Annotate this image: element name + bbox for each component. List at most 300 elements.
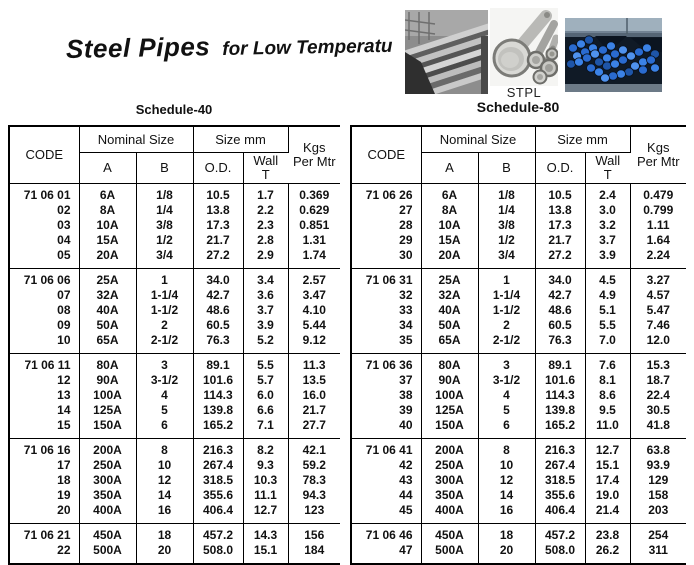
schedule-40-table bbox=[8, 125, 340, 565]
od-cell: 21.7 bbox=[535, 233, 585, 248]
table-row bbox=[351, 418, 686, 439]
nominal-a-cell: 125A bbox=[79, 403, 136, 418]
kgs-cell: 1.31 bbox=[302, 233, 326, 247]
wall-cell: 26.2 bbox=[585, 543, 630, 564]
nominal-a-cell: 50A bbox=[421, 318, 478, 333]
kgs-cell: 15.3 bbox=[630, 354, 686, 374]
nominal-a-cell: 200A bbox=[421, 439, 478, 459]
kgs-cell: 1.11 bbox=[646, 218, 670, 232]
nominal-a-cell: 80A bbox=[421, 354, 478, 374]
nominal-b-cell: 10 bbox=[478, 458, 535, 473]
code-cell: 71 06 41 bbox=[351, 439, 421, 459]
table-row bbox=[351, 184, 686, 204]
nominal-b-cell: 1/4 bbox=[136, 203, 193, 218]
wall-cell: 11.1 bbox=[243, 488, 288, 503]
code-cell: 39 bbox=[351, 403, 421, 418]
kgs-cell: 5.47 bbox=[646, 303, 670, 317]
schedule-40-heading: Schedule-40 bbox=[135, 102, 213, 117]
od-cell: 13.8 bbox=[535, 203, 585, 218]
wall-cell: 2.2 bbox=[243, 203, 288, 218]
od-cell: 60.5 bbox=[193, 318, 243, 333]
code-cell: 71 06 21 bbox=[9, 524, 79, 544]
table-row bbox=[351, 303, 686, 318]
table-row bbox=[351, 333, 686, 354]
kgs-cell: 78.3 bbox=[302, 473, 326, 487]
code-cell: 47 bbox=[351, 543, 421, 564]
schedule-80-table bbox=[350, 125, 686, 565]
od-header: O.D. bbox=[193, 153, 243, 184]
code-cell: 08 bbox=[9, 303, 79, 318]
wall-cell: 2.8 bbox=[243, 233, 288, 248]
nominal-b-cell: 1/4 bbox=[478, 203, 535, 218]
od-cell: 17.3 bbox=[193, 218, 243, 233]
wall-cell: 17.4 bbox=[585, 473, 630, 488]
size-mm-header: Size mm bbox=[535, 126, 630, 153]
code-cell: 71 06 46 bbox=[351, 524, 421, 544]
wall-cell: 5.1 bbox=[585, 303, 630, 318]
wall-cell: 15.1 bbox=[243, 543, 288, 564]
od-cell: 89.1 bbox=[535, 354, 585, 374]
kgs-cell: 11.3 bbox=[288, 354, 340, 374]
kgs-cell: 0.479 bbox=[643, 188, 674, 202]
nominal-a-cell: 65A bbox=[79, 333, 136, 354]
wall-cell: 2.9 bbox=[243, 248, 288, 269]
od-cell: 114.3 bbox=[193, 388, 243, 403]
kgs-cell: 18.7 bbox=[646, 373, 670, 387]
nominal-b-cell: 2 bbox=[136, 318, 193, 333]
nominal-a-cell: 90A bbox=[421, 373, 478, 388]
od-cell: 60.5 bbox=[535, 318, 585, 333]
nominal-b-cell: 16 bbox=[136, 503, 193, 524]
table-row bbox=[9, 203, 340, 218]
nominal-b-cell: 18 bbox=[478, 524, 535, 544]
wall-cell: 6.0 bbox=[243, 388, 288, 403]
table-row bbox=[9, 303, 340, 318]
wall-cell: 2.3 bbox=[243, 218, 288, 233]
code-cell: 20 bbox=[9, 503, 79, 524]
od-cell: 318.5 bbox=[535, 473, 585, 488]
kgs-per-mtr-header bbox=[288, 126, 340, 184]
nominal-b-cell: 1/2 bbox=[478, 233, 535, 248]
code-cell: 32 bbox=[351, 288, 421, 303]
wall-cell: 4.9 bbox=[585, 288, 630, 303]
size-mm-header: Size mm bbox=[193, 126, 288, 153]
nominal-a-cell: 150A bbox=[79, 418, 136, 439]
nominal-b-cell: 1/2 bbox=[136, 233, 193, 248]
wall-header-line1: Wall bbox=[253, 153, 279, 168]
code-cell: 71 06 26 bbox=[351, 184, 421, 204]
od-cell: 508.0 bbox=[535, 543, 585, 564]
table-row bbox=[9, 354, 340, 374]
nominal-b-cell: 4 bbox=[136, 388, 193, 403]
kgs-cell: 93.9 bbox=[646, 458, 670, 472]
wall-cell: 12.7 bbox=[243, 503, 288, 524]
wall-cell: 3.0 bbox=[585, 203, 630, 218]
code-cell: 05 bbox=[9, 248, 79, 269]
table-row bbox=[9, 488, 340, 503]
kgs-cell: 42.1 bbox=[288, 439, 340, 459]
nominal-b-cell: 2 bbox=[478, 318, 535, 333]
wall-cell: 8.6 bbox=[585, 388, 630, 403]
nominal-b-cell: 2-1/2 bbox=[478, 333, 535, 354]
nominal-b-cell: 8 bbox=[136, 439, 193, 459]
nominal-a-cell: 15A bbox=[421, 233, 478, 248]
wall-cell: 7.1 bbox=[243, 418, 288, 439]
nominal-b-header: B bbox=[136, 153, 193, 184]
code-cell: 04 bbox=[9, 233, 79, 248]
nominal-b-cell: 10 bbox=[136, 458, 193, 473]
wall-cell: 23.8 bbox=[585, 524, 630, 544]
wall-cell: 5.5 bbox=[585, 318, 630, 333]
wall-header-line1: Wall bbox=[595, 153, 621, 168]
nominal-b-cell: 1/8 bbox=[136, 184, 193, 204]
od-cell: 42.7 bbox=[193, 288, 243, 303]
code-cell: 17 bbox=[9, 458, 79, 473]
table-row bbox=[9, 218, 340, 233]
wall-t-header bbox=[585, 153, 630, 184]
nominal-a-cell: 6A bbox=[421, 184, 478, 204]
table-row bbox=[9, 373, 340, 388]
nominal-b-cell: 1 bbox=[478, 269, 535, 289]
od-cell: 267.4 bbox=[535, 458, 585, 473]
nominal-b-cell: 4 bbox=[478, 388, 535, 403]
nominal-b-cell: 1/8 bbox=[478, 184, 535, 204]
kgs-cell: 0.799 bbox=[643, 203, 674, 217]
page-title bbox=[66, 28, 393, 65]
od-cell: 13.8 bbox=[193, 203, 243, 218]
kgs-cell: 0.629 bbox=[299, 203, 330, 217]
od-cell: 27.2 bbox=[535, 248, 585, 269]
nominal-a-cell: 350A bbox=[79, 488, 136, 503]
nominal-b-cell: 6 bbox=[136, 418, 193, 439]
od-cell: 10.5 bbox=[193, 184, 243, 204]
table-row bbox=[351, 248, 686, 269]
nominal-a-cell: 125A bbox=[421, 403, 478, 418]
wall-cell: 19.0 bbox=[585, 488, 630, 503]
od-cell: 76.3 bbox=[193, 333, 243, 354]
code-cell: 12 bbox=[9, 373, 79, 388]
od-cell: 139.8 bbox=[193, 403, 243, 418]
nominal-a-cell: 40A bbox=[79, 303, 136, 318]
od-cell: 101.6 bbox=[535, 373, 585, 388]
table-row bbox=[351, 439, 686, 459]
nominal-a-cell: 65A bbox=[421, 333, 478, 354]
nominal-a-cell: 25A bbox=[79, 269, 136, 289]
code-cell: 30 bbox=[351, 248, 421, 269]
nominal-a-cell: 32A bbox=[79, 288, 136, 303]
nominal-b-cell: 8 bbox=[478, 439, 535, 459]
table-row bbox=[351, 203, 686, 218]
od-cell: 21.7 bbox=[193, 233, 243, 248]
code-header: CODE bbox=[351, 126, 421, 184]
nominal-b-cell: 12 bbox=[478, 473, 535, 488]
od-cell: 318.5 bbox=[193, 473, 243, 488]
table-row bbox=[9, 288, 340, 303]
wall-cell: 8.2 bbox=[243, 439, 288, 459]
nominal-b-header: B bbox=[478, 153, 535, 184]
wall-cell: 3.9 bbox=[585, 248, 630, 269]
nominal-a-cell: 20A bbox=[79, 248, 136, 269]
wall-cell: 9.5 bbox=[585, 403, 630, 418]
kgs-cell: 94.3 bbox=[302, 488, 326, 502]
od-cell: 76.3 bbox=[535, 333, 585, 354]
table-row bbox=[9, 473, 340, 488]
table-row bbox=[351, 373, 686, 388]
kgs-cell: 184 bbox=[304, 543, 325, 557]
wall-cell: 10.3 bbox=[243, 473, 288, 488]
code-cell: 18 bbox=[9, 473, 79, 488]
kgs-cell: 16.0 bbox=[302, 388, 326, 402]
nominal-a-cell: 300A bbox=[79, 473, 136, 488]
kgs-cell: 63.8 bbox=[630, 439, 686, 459]
nominal-a-cell: 15A bbox=[79, 233, 136, 248]
table-row bbox=[351, 403, 686, 418]
table-row bbox=[351, 269, 686, 289]
kgs-cell: 30.5 bbox=[646, 403, 670, 417]
kgs-header-line2: Per Mtr bbox=[636, 154, 680, 169]
schedule-80-heading: Schedule-80 bbox=[476, 99, 560, 115]
table-row bbox=[351, 318, 686, 333]
nominal-b-cell: 3/8 bbox=[478, 218, 535, 233]
nominal-a-cell: 400A bbox=[421, 503, 478, 524]
nominal-a-cell: 100A bbox=[421, 388, 478, 403]
od-cell: 216.3 bbox=[535, 439, 585, 459]
nominal-a-header: A bbox=[421, 153, 478, 184]
wall-cell: 15.1 bbox=[585, 458, 630, 473]
nominal-a-cell: 250A bbox=[79, 458, 136, 473]
wall-cell: 5.5 bbox=[243, 354, 288, 374]
kgs-cell: 7.46 bbox=[646, 318, 670, 332]
nominal-b-cell: 3-1/2 bbox=[136, 373, 193, 388]
kgs-header-line2: Per Mtr bbox=[292, 154, 336, 169]
od-cell: 216.3 bbox=[193, 439, 243, 459]
kgs-header-line1: Kgs bbox=[303, 140, 326, 155]
nominal-a-cell: 100A bbox=[79, 388, 136, 403]
nominal-size-header: Nominal Size bbox=[79, 126, 193, 153]
nominal-a-cell: 500A bbox=[421, 543, 478, 564]
wall-cell: 5.7 bbox=[243, 373, 288, 388]
wall-cell: 3.4 bbox=[243, 269, 288, 289]
nominal-b-cell: 3-1/2 bbox=[478, 373, 535, 388]
nominal-size-header: Nominal Size bbox=[421, 126, 535, 153]
nominal-b-cell: 5 bbox=[478, 403, 535, 418]
nominal-b-cell: 5 bbox=[136, 403, 193, 418]
code-header: CODE bbox=[9, 126, 79, 184]
od-cell: 17.3 bbox=[535, 218, 585, 233]
nominal-a-cell: 6A bbox=[79, 184, 136, 204]
kgs-per-mtr-header bbox=[630, 126, 686, 184]
code-cell: 09 bbox=[9, 318, 79, 333]
wall-cell: 7.6 bbox=[585, 354, 630, 374]
kgs-cell: 311 bbox=[648, 543, 668, 557]
kgs-cell: 5.44 bbox=[302, 318, 326, 332]
nominal-a-cell: 450A bbox=[421, 524, 478, 544]
code-cell: 03 bbox=[9, 218, 79, 233]
nominal-b-cell: 1-1/2 bbox=[136, 303, 193, 318]
nominal-a-cell: 40A bbox=[421, 303, 478, 318]
wall-cell: 3.2 bbox=[585, 218, 630, 233]
code-cell: 34 bbox=[351, 318, 421, 333]
nominal-b-cell: 3/4 bbox=[478, 248, 535, 269]
kgs-cell: 9.12 bbox=[302, 333, 326, 347]
code-cell: 14 bbox=[9, 403, 79, 418]
kgs-cell: 203 bbox=[648, 503, 669, 517]
kgs-cell: 4.10 bbox=[302, 303, 326, 317]
code-cell: 15 bbox=[9, 418, 79, 439]
code-cell: 10 bbox=[9, 333, 79, 354]
kgs-cell: 59.2 bbox=[302, 458, 326, 472]
nominal-b-cell: 3 bbox=[136, 354, 193, 374]
nominal-a-cell: 20A bbox=[421, 248, 478, 269]
nominal-a-cell: 200A bbox=[79, 439, 136, 459]
od-cell: 42.7 bbox=[535, 288, 585, 303]
page-title-main: Steel Pipes bbox=[65, 31, 211, 64]
blue-capped-pipes-photo bbox=[565, 18, 662, 92]
nominal-b-cell: 3/8 bbox=[136, 218, 193, 233]
kgs-cell: 12.0 bbox=[646, 333, 670, 347]
wall-cell: 14.3 bbox=[243, 524, 288, 544]
nominal-a-cell: 10A bbox=[421, 218, 478, 233]
code-cell: 27 bbox=[351, 203, 421, 218]
kgs-cell: 254 bbox=[630, 524, 686, 544]
wall-cell: 3.7 bbox=[585, 233, 630, 248]
kgs-cell: 2.24 bbox=[646, 248, 670, 262]
nominal-a-cell: 50A bbox=[79, 318, 136, 333]
table-row bbox=[9, 403, 340, 418]
code-cell: 44 bbox=[351, 488, 421, 503]
table-row bbox=[9, 318, 340, 333]
table-row bbox=[351, 388, 686, 403]
wall-cell: 21.4 bbox=[585, 503, 630, 524]
od-header: O.D. bbox=[535, 153, 585, 184]
od-cell: 355.6 bbox=[193, 488, 243, 503]
code-cell: 42 bbox=[351, 458, 421, 473]
nominal-a-cell: 350A bbox=[421, 488, 478, 503]
table-row bbox=[351, 473, 686, 488]
table-row bbox=[9, 248, 340, 269]
table-row bbox=[9, 458, 340, 473]
wall-cell: 6.6 bbox=[243, 403, 288, 418]
nominal-b-cell: 1-1/2 bbox=[478, 303, 535, 318]
od-cell: 27.2 bbox=[193, 248, 243, 269]
kgs-cell: 123 bbox=[304, 503, 325, 517]
nominal-a-cell: 32A bbox=[421, 288, 478, 303]
nominal-a-cell: 250A bbox=[421, 458, 478, 473]
od-cell: 457.2 bbox=[535, 524, 585, 544]
od-cell: 165.2 bbox=[535, 418, 585, 439]
kgs-cell: 0.851 bbox=[299, 218, 330, 232]
kgs-cell: 22.4 bbox=[646, 388, 670, 402]
code-cell: 35 bbox=[351, 333, 421, 354]
wall-header-line2: T bbox=[603, 167, 612, 182]
code-cell: 71 06 11 bbox=[9, 354, 79, 374]
code-cell: 43 bbox=[351, 473, 421, 488]
wall-header-line2: T bbox=[261, 167, 270, 182]
od-cell: 101.6 bbox=[193, 373, 243, 388]
code-cell: 07 bbox=[9, 288, 79, 303]
od-cell: 89.1 bbox=[193, 354, 243, 374]
nominal-b-cell: 1 bbox=[136, 269, 193, 289]
table-row bbox=[9, 269, 340, 289]
table-row bbox=[351, 218, 686, 233]
table-row bbox=[9, 503, 340, 524]
table-row bbox=[351, 543, 686, 564]
nominal-a-cell: 8A bbox=[421, 203, 478, 218]
od-cell: 457.2 bbox=[193, 524, 243, 544]
stacked-pipes-photo bbox=[405, 10, 488, 94]
od-cell: 406.4 bbox=[193, 503, 243, 524]
od-cell: 48.6 bbox=[193, 303, 243, 318]
nominal-b-cell: 14 bbox=[478, 488, 535, 503]
nominal-b-cell: 20 bbox=[478, 543, 535, 564]
od-cell: 48.6 bbox=[535, 303, 585, 318]
nominal-a-header: A bbox=[79, 153, 136, 184]
wall-cell: 4.5 bbox=[585, 269, 630, 289]
nominal-b-cell: 18 bbox=[136, 524, 193, 544]
od-cell: 10.5 bbox=[535, 184, 585, 204]
nominal-a-cell: 500A bbox=[79, 543, 136, 564]
wall-cell: 9.3 bbox=[243, 458, 288, 473]
nominal-b-cell: 1-1/4 bbox=[136, 288, 193, 303]
stpl-caption: STPL bbox=[506, 85, 542, 100]
wall-cell: 12.7 bbox=[585, 439, 630, 459]
table-row bbox=[9, 184, 340, 204]
code-cell: 29 bbox=[351, 233, 421, 248]
nominal-a-cell: 400A bbox=[79, 503, 136, 524]
nominal-a-cell: 150A bbox=[421, 418, 478, 439]
wall-cell: 2.4 bbox=[585, 184, 630, 204]
wall-cell: 8.1 bbox=[585, 373, 630, 388]
kgs-cell: 3.47 bbox=[302, 288, 326, 302]
table-row bbox=[9, 388, 340, 403]
kgs-cell: 0.369 bbox=[299, 188, 330, 202]
code-cell: 28 bbox=[351, 218, 421, 233]
nominal-b-cell: 14 bbox=[136, 488, 193, 503]
od-cell: 114.3 bbox=[535, 388, 585, 403]
kgs-cell: 158 bbox=[648, 488, 669, 502]
kgs-cell: 27.7 bbox=[302, 418, 326, 432]
kgs-cell: 2.57 bbox=[288, 269, 340, 289]
kgs-cell: 1.64 bbox=[646, 233, 670, 247]
pipe-bundle-photo bbox=[490, 8, 558, 86]
code-cell: 71 06 31 bbox=[351, 269, 421, 289]
code-cell: 71 06 16 bbox=[9, 439, 79, 459]
nominal-a-cell: 8A bbox=[79, 203, 136, 218]
table-row bbox=[351, 503, 686, 524]
code-cell: 33 bbox=[351, 303, 421, 318]
table-row bbox=[9, 418, 340, 439]
code-cell: 71 06 01 bbox=[9, 184, 79, 204]
od-cell: 165.2 bbox=[193, 418, 243, 439]
code-cell: 19 bbox=[9, 488, 79, 503]
table-row bbox=[9, 524, 340, 544]
code-cell: 40 bbox=[351, 418, 421, 439]
nominal-b-cell: 12 bbox=[136, 473, 193, 488]
code-cell: 22 bbox=[9, 543, 79, 564]
code-cell: 02 bbox=[9, 203, 79, 218]
wall-cell: 3.9 bbox=[243, 318, 288, 333]
nominal-b-cell: 3/4 bbox=[136, 248, 193, 269]
nominal-a-cell: 10A bbox=[79, 218, 136, 233]
od-cell: 34.0 bbox=[193, 269, 243, 289]
wall-cell: 3.6 bbox=[243, 288, 288, 303]
kgs-cell: 13.5 bbox=[302, 373, 326, 387]
table-row bbox=[351, 354, 686, 374]
table-row bbox=[351, 233, 686, 248]
table-row bbox=[9, 543, 340, 564]
code-cell: 45 bbox=[351, 503, 421, 524]
od-cell: 34.0 bbox=[535, 269, 585, 289]
